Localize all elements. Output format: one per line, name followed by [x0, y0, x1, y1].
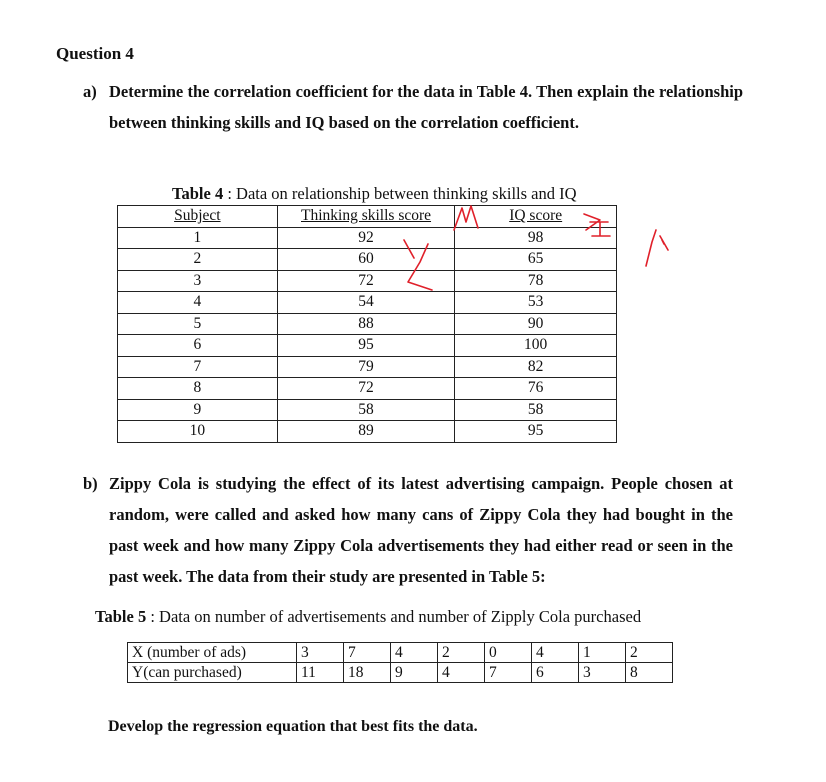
table4-cell-subject: 6 — [118, 335, 278, 357]
table4-header-thinking: Thinking skills score — [277, 206, 455, 228]
table4-header-subject: Subject — [118, 206, 278, 228]
table4-cell-thinking: 95 — [277, 335, 455, 357]
table4-cell-subject: 1 — [118, 227, 278, 249]
table4-cell-iq: 58 — [455, 399, 617, 421]
part-b-text: Zippy Cola is studying the effect of its latest advertising campaign. People chosen at random, were called and asked how many cans of Zippy Cola they had bought in the past week and how many Zippy Cola advertisements they had either read or seen in the past week. The data from their study are presented in Table 5: — [109, 474, 733, 586]
table5-caption — [95, 607, 641, 627]
part-a-label: a) — [83, 82, 97, 101]
table4-row — [118, 378, 617, 400]
table4-caption — [172, 184, 577, 204]
handwritten-xy-mark — [646, 230, 668, 266]
table4-cell-thinking: 58 — [277, 399, 455, 421]
table4 — [117, 205, 617, 443]
table5 — [127, 642, 673, 683]
table4-header-row — [118, 206, 617, 228]
table4-caption-text: : Data on relationship between thinking skills and IQ — [223, 184, 577, 203]
table4-cell-iq: 100 — [455, 335, 617, 357]
table5-caption-text: : Data on number of advertisements and number of Zipply Cola purchased — [146, 607, 642, 626]
table4-cell-thinking: 92 — [277, 227, 455, 249]
table4-row — [118, 313, 617, 335]
table5-x-label: X (number of ads) — [128, 643, 297, 663]
table5-x-value: 4 — [391, 643, 438, 663]
table4-cell-iq: 53 — [455, 292, 617, 314]
table5-y-value: 3 — [579, 663, 626, 683]
table4-cell-iq: 82 — [455, 356, 617, 378]
table4-cell-iq: 76 — [455, 378, 617, 400]
table4-cell-subject: 10 — [118, 421, 278, 443]
table5-x-value: 7 — [344, 643, 391, 663]
table4-cell-subject: 5 — [118, 313, 278, 335]
table5-y-value: 7 — [485, 663, 532, 683]
part-a-question — [83, 76, 743, 138]
table4-row — [118, 270, 617, 292]
table4-cell-subject: 3 — [118, 270, 278, 292]
table4-cell-thinking: 89 — [277, 421, 455, 443]
table5-x-value: 0 — [485, 643, 532, 663]
table4-row — [118, 421, 617, 443]
table4-row — [118, 292, 617, 314]
table5-x-row — [128, 643, 673, 663]
table4-cell-iq: 98 — [455, 227, 617, 249]
table4-cell-iq: 78 — [455, 270, 617, 292]
table5-y-value: 11 — [297, 663, 344, 683]
table4-cell-thinking: 72 — [277, 378, 455, 400]
table4-row — [118, 249, 617, 271]
question-heading: Question 4 — [56, 44, 134, 63]
table5-caption-label: Table 5 — [95, 607, 147, 626]
part-a-text: Determine the correlation coefficient for the data in Table 4. Then explain the relationship between thinking skills and IQ based on the correlation coefficient. — [109, 82, 743, 132]
table4-cell-thinking: 88 — [277, 313, 455, 335]
table4-cell-thinking: 79 — [277, 356, 455, 378]
table4-row — [118, 335, 617, 357]
table5-x-value: 2 — [626, 643, 673, 663]
table4-cell-thinking: 72 — [277, 270, 455, 292]
table5-y-label: Y(can purchased) — [128, 663, 297, 683]
table4-cell-subject: 7 — [118, 356, 278, 378]
table4-cell-subject: 9 — [118, 399, 278, 421]
table4-cell-iq: 65 — [455, 249, 617, 271]
table4-cell-subject: 8 — [118, 378, 278, 400]
table4-cell-thinking: 60 — [277, 249, 455, 271]
table5-x-value: 1 — [579, 643, 626, 663]
table5-y-value: 8 — [626, 663, 673, 683]
table5-y-value: 4 — [438, 663, 485, 683]
table4-caption-label: Table 4 — [172, 184, 224, 203]
table5-y-row — [128, 663, 673, 683]
table5-y-value: 18 — [344, 663, 391, 683]
table4-cell-subject: 2 — [118, 249, 278, 271]
table4-row — [118, 227, 617, 249]
table5-x-value: 3 — [297, 643, 344, 663]
table5-y-value: 6 — [532, 663, 579, 683]
table5-x-value: 2 — [438, 643, 485, 663]
table4-row — [118, 356, 617, 378]
part-b-question — [83, 468, 733, 592]
develop-instruction: Develop the regression equation that best fits the data. — [108, 718, 478, 735]
table4-row — [118, 399, 617, 421]
part-b-label: b) — [83, 474, 98, 493]
table4-cell-thinking: 54 — [277, 292, 455, 314]
table4-cell-subject: 4 — [118, 292, 278, 314]
table5-x-value: 4 — [532, 643, 579, 663]
table4-header-iq: IQ score — [455, 206, 617, 228]
table4-cell-iq: 95 — [455, 421, 617, 443]
table4-cell-iq: 90 — [455, 313, 617, 335]
table5-y-value: 9 — [391, 663, 438, 683]
